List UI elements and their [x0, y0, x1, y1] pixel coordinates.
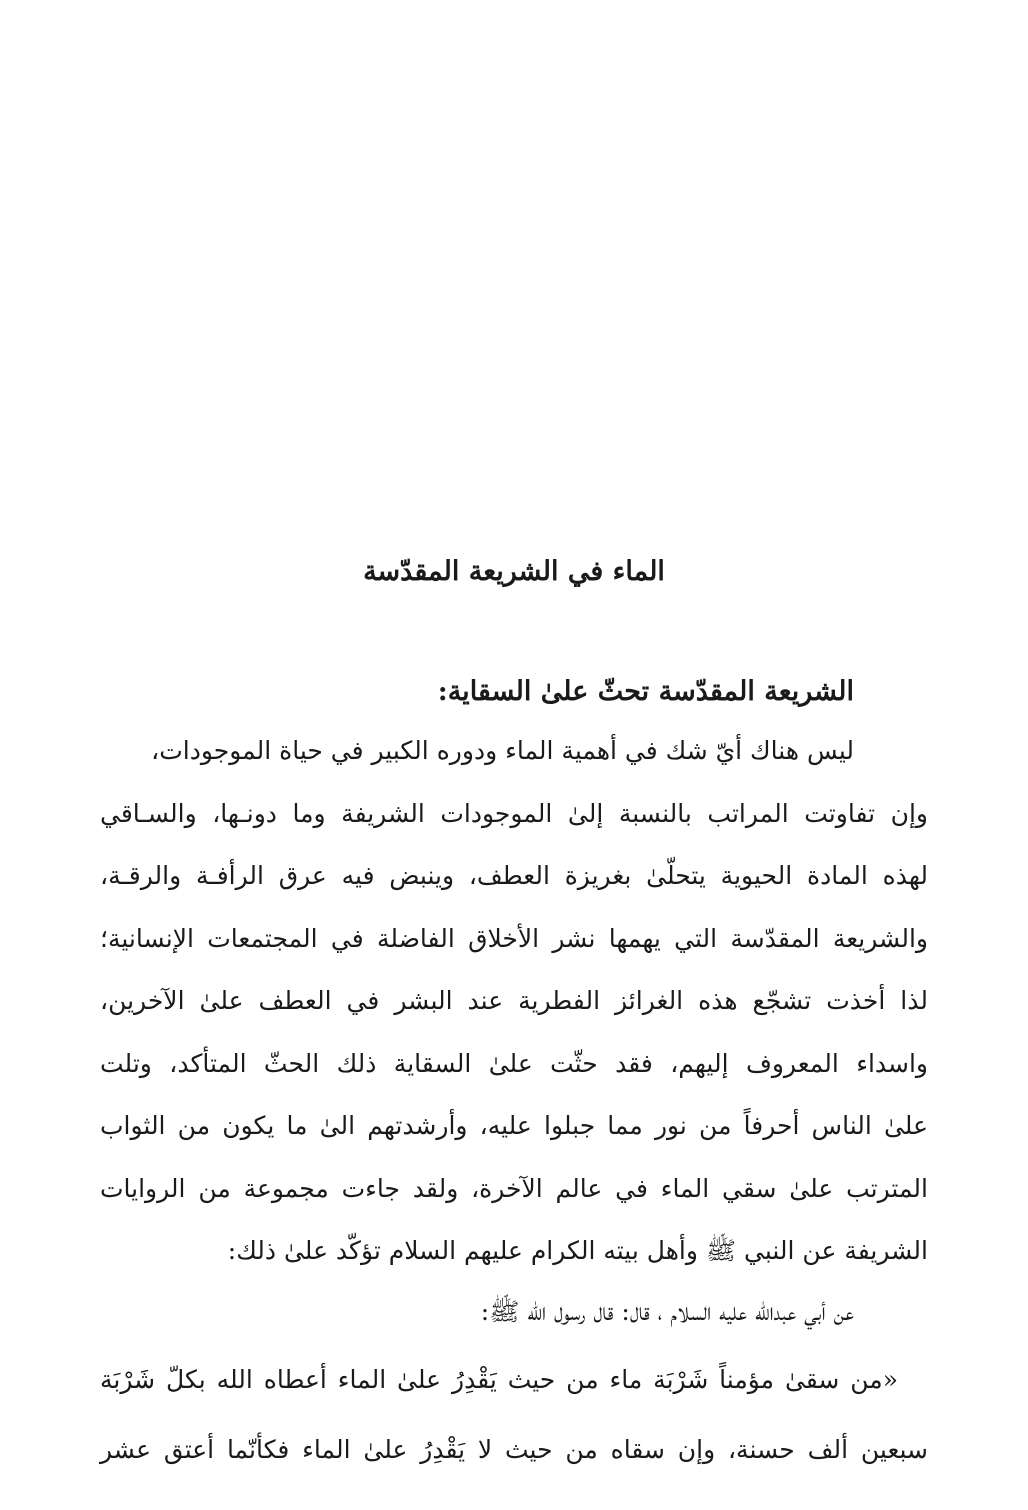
section-heading: الشريعة المقدّسة تحثّ علىٰ السقاية:	[437, 676, 854, 707]
paragraph-line: لذا أخذت تشجّع هذه الغرائز الفطرية عند البشر في العطف علىٰ الآخرين،	[100, 986, 928, 1015]
paragraph-line: لهذه المادة الحيوية يتحلّىٰ بغريزة العطف، وينبض فيه عرق الرأفـة والرقـة،	[100, 861, 928, 890]
paragraph-line: واسداء المعروف إليهم، فقد حثّت علىٰ السقاية ذلك الحثّ المتأكد، وتلت	[100, 1048, 928, 1078]
body-text	[100, 720, 928, 1481]
paragraph-line: والشريعة المقدّسة التي يهمها نشر الأخلاق الفاضلة في المجتمعات الإنسانية؛	[100, 923, 928, 953]
hadith-narration-line: عن أبي عبدالله عليه السلام ، قال: قال رسول الله ﷺ:	[480, 1296, 854, 1326]
paragraph-line: المترتب علىٰ سقي الماء في عالم الآخرة، ولقد جاءت مجموعة من الروايات	[100, 1173, 928, 1203]
chapter-title: الماء في الشريعة المقدّسة	[363, 556, 665, 587]
hadith-quote-line: «من سقىٰ مؤمناً شَرْبَة ماء من حيث يَقْدِرُ علىٰ الماء أعطاه الله بكلّ شَرْبَة	[100, 1364, 898, 1394]
paragraph-line: وإن تفاوتت المراتب بالنسبة إلىٰ الموجودات الشريفة وما دونـها، والسـاقي	[100, 798, 928, 828]
paragraph-line: الشريفة عن النبي ﷺ وأهل بيته الكرام عليهم السلام تؤكّد علىٰ ذلك:	[227, 1236, 928, 1265]
paragraph-line: ليس هناك أيّ شك في أهمية الماء ودوره الكبير في حياة الموجودات،	[151, 736, 854, 765]
paragraph-line: علىٰ الناس أحرفاً من نور مما جبلوا عليه، وأرشدتهم الىٰ ما يكون من الثواب	[100, 1111, 928, 1140]
hadith-quote-line: سبعين ألف حسنة، وإن سقاه من حيث لا يَقْدِرُ علىٰ الماء فكأنّما أعتق عشر	[100, 1434, 928, 1464]
